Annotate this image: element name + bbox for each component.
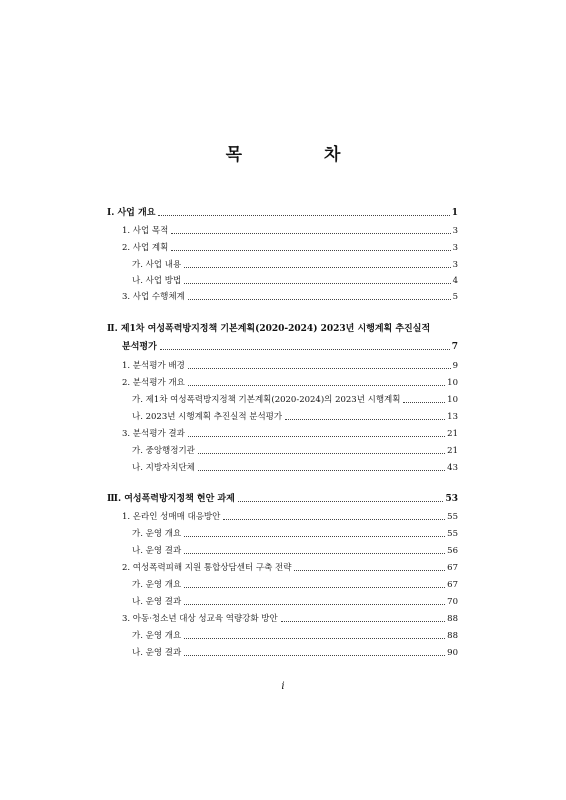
toc-entry[interactable] bbox=[107, 491, 458, 505]
toc-entry-label: Ⅱ. 제1차 여성폭력방지정책 기본계획(2020-2024) 2023년 시행계획 추진실적 bbox=[107, 324, 431, 334]
toc-leader-dots bbox=[171, 233, 450, 234]
toc-entry-label: 가. 운영 개요 bbox=[132, 631, 182, 641]
toc-entry[interactable] bbox=[132, 443, 458, 457]
toc-leader-dots bbox=[198, 470, 445, 471]
toc-entry-label: 3. 아동·청소년 대상 성교육 역량강화 방안 bbox=[122, 614, 278, 624]
toc-entry-page: 53 bbox=[445, 494, 458, 504]
toc-entry[interactable] bbox=[122, 358, 458, 372]
toc-entry-label: 2. 사업 계획 bbox=[122, 243, 169, 253]
toc-entry-page: 55 bbox=[447, 529, 458, 539]
toc-leader-dots bbox=[184, 655, 445, 656]
toc-entry-label: 2. 분석평가 개요 bbox=[122, 378, 185, 388]
toc-entry-page: 3 bbox=[452, 226, 458, 236]
toc-leader-dots bbox=[184, 536, 445, 537]
toc-leader-dots bbox=[184, 267, 450, 268]
toc-entry[interactable] bbox=[132, 543, 458, 557]
toc-entry-page: 5 bbox=[452, 292, 458, 302]
toc-entry[interactable] bbox=[122, 289, 458, 303]
toc-entry[interactable] bbox=[132, 645, 458, 659]
page-number: i bbox=[281, 681, 285, 692]
toc-entry-page: 7 bbox=[451, 342, 458, 352]
toc-entry[interactable] bbox=[132, 257, 458, 271]
toc-leader-dots bbox=[294, 570, 445, 571]
toc-entry-page: 13 bbox=[447, 412, 458, 422]
toc-entry-page: 70 bbox=[447, 597, 458, 607]
toc-entry-label: 분석평가 bbox=[122, 342, 157, 352]
toc-entry-label: 가. 제1차 여성폭력방지정책 기본계획(2020-2024)의 2023년 시행계획 bbox=[132, 395, 401, 405]
toc-entry-page: 67 bbox=[447, 580, 458, 590]
toc-entry-page: 21 bbox=[447, 446, 458, 456]
toc-entry[interactable] bbox=[122, 240, 458, 254]
toc-entry-page: 88 bbox=[447, 631, 458, 641]
toc-entry-label: 가. 운영 개요 bbox=[132, 580, 182, 590]
toc-entry[interactable] bbox=[122, 223, 458, 237]
toc-entry[interactable] bbox=[122, 611, 458, 625]
toc-leader-dots bbox=[158, 215, 449, 216]
toc-entry-page: 88 bbox=[447, 614, 458, 624]
toc-leader-dots bbox=[184, 587, 445, 588]
toc-entry[interactable] bbox=[132, 594, 458, 608]
toc-entry-label: 나. 지방자치단체 bbox=[132, 463, 195, 473]
toc-entry-page: 56 bbox=[447, 546, 458, 556]
toc-entry-label: 나. 2023년 시행계획 추진실적 분석평가 bbox=[132, 412, 283, 422]
toc-entry-label: Ⅰ. 사업 개요 bbox=[107, 208, 156, 218]
toc-entry-label: 3. 사업 수행체계 bbox=[122, 292, 185, 302]
toc-leader-dots bbox=[188, 436, 445, 437]
toc-leader-dots bbox=[281, 621, 445, 622]
toc-entry-label: 가. 운영 개요 bbox=[132, 529, 182, 539]
toc-leader-dots bbox=[188, 368, 451, 369]
toc-entry-label: 2. 여성폭력피해 지원 통합상담센터 구축 전략 bbox=[122, 563, 292, 573]
toc-leader-dots bbox=[184, 553, 445, 554]
toc-leader-dots bbox=[184, 283, 450, 284]
toc-leader-dots bbox=[238, 501, 444, 502]
toc-entry[interactable] bbox=[132, 577, 458, 591]
toc-entry-page: 90 bbox=[447, 648, 458, 658]
toc-leader-dots bbox=[184, 604, 445, 605]
toc-entry[interactable] bbox=[132, 460, 458, 474]
toc-leader-dots bbox=[171, 250, 450, 251]
toc-entry-page: 3 bbox=[452, 260, 458, 270]
toc-entry[interactable] bbox=[132, 526, 458, 540]
toc-entry[interactable] bbox=[132, 392, 458, 406]
toc-entry-page: 3 bbox=[452, 243, 458, 253]
toc-entry[interactable] bbox=[122, 509, 458, 523]
toc-entry-label: Ⅲ. 여성폭력방지정책 현안 과제 bbox=[107, 494, 235, 504]
toc-leader-dots bbox=[198, 453, 445, 454]
toc-entry-label: 1. 온라인 성매매 대응방안 bbox=[122, 512, 221, 522]
toc-entry-page: 9 bbox=[452, 361, 458, 371]
toc-entry[interactable] bbox=[107, 321, 458, 335]
toc-entry-page: 4 bbox=[452, 276, 458, 286]
toc-leader-dots bbox=[184, 638, 445, 639]
toc-entry[interactable] bbox=[122, 426, 458, 440]
toc-entry-label: 나. 운영 결과 bbox=[132, 597, 182, 607]
toc-entry-page: 43 bbox=[447, 463, 458, 473]
toc-leader-dots bbox=[285, 419, 445, 420]
toc-leader-dots bbox=[223, 519, 445, 520]
toc-entry-page: 1 bbox=[451, 208, 458, 218]
toc-entry-page: 10 bbox=[447, 378, 458, 388]
toc-entry[interactable] bbox=[132, 273, 458, 287]
toc-entry-page: 21 bbox=[447, 429, 458, 439]
toc-entry[interactable] bbox=[122, 339, 458, 353]
toc-entry-page: 55 bbox=[447, 512, 458, 522]
toc-entry-label: 나. 사업 방법 bbox=[132, 276, 182, 286]
toc-entry-label: 1. 사업 목적 bbox=[122, 226, 169, 236]
toc-leader-dots bbox=[403, 402, 445, 403]
toc-entry[interactable] bbox=[107, 205, 458, 219]
toc-entry-label: 나. 운영 결과 bbox=[132, 546, 182, 556]
page-title: 목 차 bbox=[225, 145, 379, 165]
toc-entry-page: 67 bbox=[447, 563, 458, 573]
toc-leader-dots bbox=[160, 349, 450, 350]
toc-entry[interactable] bbox=[132, 409, 458, 423]
toc-entry-label: 3. 분석평가 결과 bbox=[122, 429, 185, 439]
toc-entry[interactable] bbox=[122, 560, 458, 574]
toc-entry[interactable] bbox=[122, 375, 458, 389]
toc-leader-dots bbox=[188, 299, 451, 300]
toc-leader-dots bbox=[188, 385, 445, 386]
toc-entry-label: 가. 중앙행정기관 bbox=[132, 446, 195, 456]
toc-entry-page: 10 bbox=[447, 395, 458, 405]
toc-entry-label: 나. 운영 결과 bbox=[132, 648, 182, 658]
toc-entry-label: 가. 사업 내용 bbox=[132, 260, 182, 270]
toc-entry-label: 1. 분석평가 배경 bbox=[122, 361, 185, 371]
toc-entry[interactable] bbox=[132, 628, 458, 642]
